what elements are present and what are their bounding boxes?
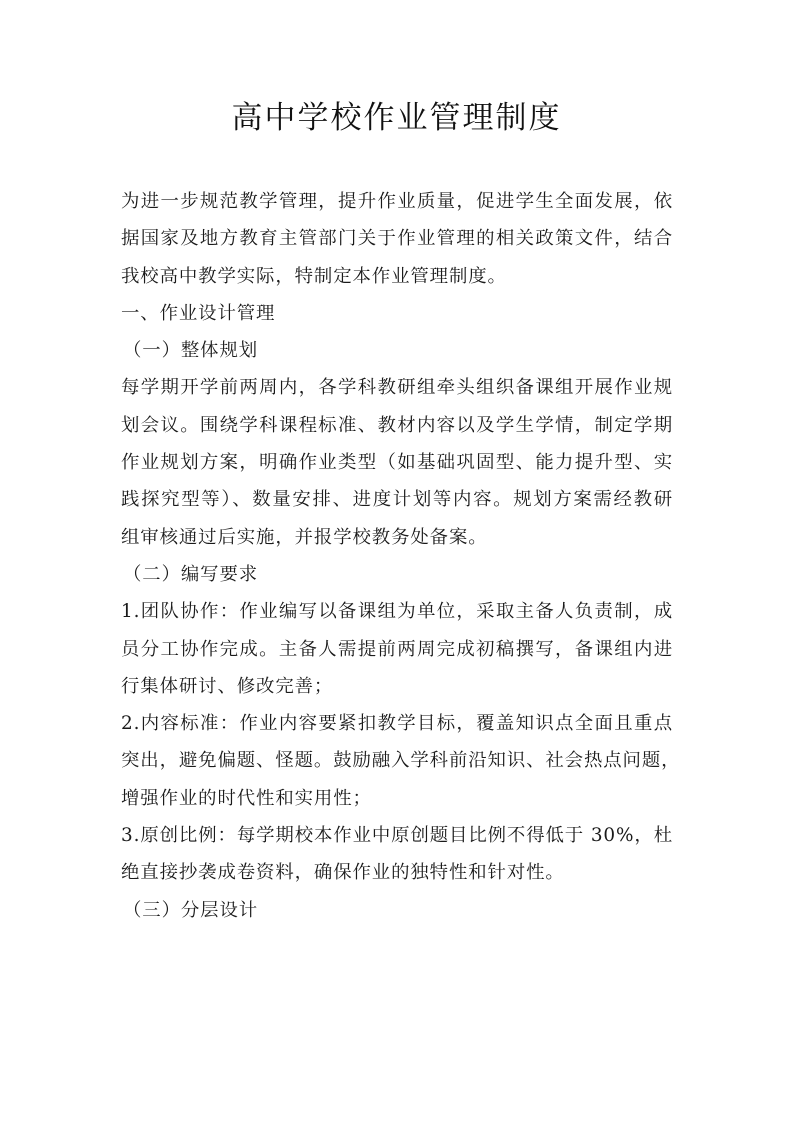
list-item-line: 员分工协作完成。主备人需提前两周完成初稿撰写，备课组内进 [121, 638, 673, 660]
section-heading: 一、作业设计管理 [121, 302, 276, 324]
paragraph-line: 划会议。围绕学科课程标准、教材内容以及学生学情，制定学期 [121, 414, 673, 436]
list-item-line: 1.团队协作：作业编写以备课组为单位，采取主备人负责制，成 [121, 601, 673, 623]
list-item-line: 3.原创比例：每学期校本作业中原创题目比例不得低于 30%，杜 [121, 825, 673, 847]
subsection-heading: （三）分层设计 [123, 899, 259, 921]
intro-line: 为进一步规范教学管理，提升作业质量，促进学生全面发展，依 [121, 191, 673, 212]
list-item-line: 行集体研讨、修改完善； [121, 675, 334, 697]
document-body [121, 183, 681, 929]
subsection-heading: （一）整体规划 [123, 340, 259, 362]
list-item-line: 增强作业的时代性和实用性； [121, 787, 372, 809]
paragraph-line: 组审核通过后实施，并报学校教务处备案。 [121, 526, 488, 548]
paragraph-line: 作业规划方案，明确作业类型（如基础巩固型、能力提升型、实 [121, 452, 673, 474]
list-item-line: 2.内容标准：作业内容要紧扣教学目标，覆盖知识点全面且重点 [121, 713, 673, 735]
list-item-line: 绝直接抄袭成卷资料，确保作业的独特性和针对性。 [121, 862, 565, 884]
list-item [121, 593, 673, 705]
list-item-line: 突出，避免偏题、怪题。鼓励融入学科前沿知识、社会热点问题， [121, 750, 681, 772]
intro-line: 我校高中教学实际，特制定本作业管理制度。 [121, 265, 507, 287]
subsection-heading: （二）编写要求 [123, 563, 259, 585]
paragraph-line: 践探究型等）、数量安排、进度计划等内容。规划方案需经教研 [121, 489, 673, 511]
intro-paragraph [121, 183, 673, 295]
intro-line: 据国家及地方教育主管部门关于作业管理的相关政策文件，结合 [121, 228, 673, 250]
document-title: 高中学校作业管理制度 [231, 100, 562, 136]
list-item [121, 817, 673, 892]
list-item [121, 705, 681, 817]
paragraph-line: 每学期开学前两周内，各学科教研组牵头组织备课组开展作业规 [121, 377, 673, 399]
subsection-paragraph [121, 369, 673, 555]
